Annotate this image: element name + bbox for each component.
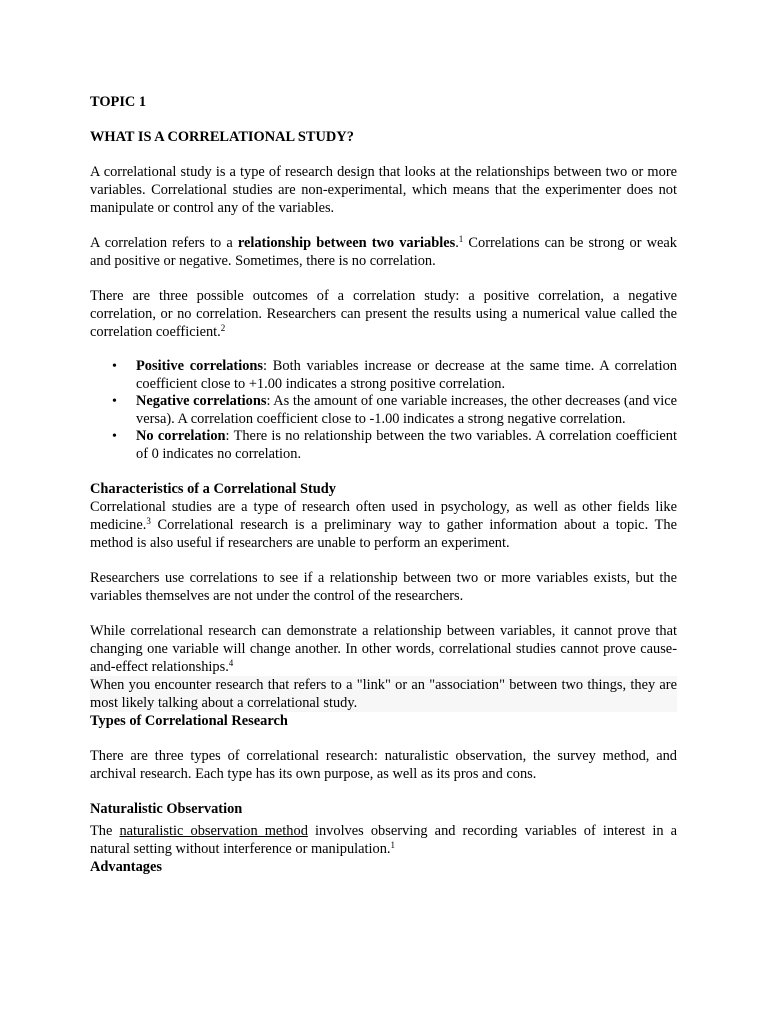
intro-paragraph: A correlational study is a type of research design that looks at the relationships between two or more variables. Correlational studies are non-experimental, which means that the experimenter does not manipulate or control any of the variables.	[90, 164, 677, 216]
footnote-ref[interactable]: 4	[228, 658, 234, 668]
topic-label: TOPIC 1	[90, 94, 147, 110]
naturalistic-heading: Naturalistic Observation	[90, 801, 243, 817]
footnote-ref[interactable]: 3	[146, 516, 151, 526]
characteristics-paragraph-2: Researchers use correlations to see if a relationship between two or more variables exists, but the variables themselves are not under the control of the researchers.	[90, 570, 677, 604]
outcomes-paragraph: There are three possible outcomes of a correlation study: a positive correlation, a negative correlation, or no correlation. Researchers can present the results using a numerical value called the correlation coefficient.$^2$	[90, 288, 677, 340]
bullet-icon: •	[112, 429, 117, 444]
naturalistic-paragraph: The naturalistic observation method involves observing and recording variables of interest in a natural setting without interference or manipulation.$^1$	[90, 823, 677, 857]
footnote-ref[interactable]: 1	[390, 840, 396, 850]
bullet-icon: •	[112, 394, 117, 409]
list-item: • Positive correlations: Both variables increase or decrease at the same time. A correlation coefficient close to +1.00 indicates a strong positive correlation.	[112, 358, 677, 392]
characteristics-paragraph-4: When you encounter research that refers to a "link" or an "association" between two things, they are most likely talking about a correlational study.	[90, 677, 677, 711]
correlation-types-list	[90, 358, 677, 463]
relationship-term: relationship between two variables	[237, 235, 456, 251]
footnote-ref[interactable]: 1	[458, 234, 464, 244]
advantages-heading: Advantages	[90, 859, 162, 875]
bullet-icon: •	[112, 359, 117, 374]
page-title: WHAT IS A CORRELATIONAL STUDY?	[90, 129, 354, 145]
footnote-ref[interactable]: 2	[220, 323, 226, 333]
types-paragraph: There are three types of correlational research: naturalistic observation, the survey method, and archival research. Each type has its own purpose, as well as its pros and cons.	[90, 748, 677, 782]
characteristics-heading: Characteristics of a Correlational Study	[90, 481, 336, 497]
characteristics-paragraph-3: While correlational research can demonstrate a relationship between variables, it cannot prove that changing one variable will change another. In other words, correlational studies cannot prove cause-and-effect relationships.$^4$	[90, 623, 677, 675]
naturalistic-observation-link[interactable]: naturalistic observation method	[119, 823, 308, 839]
correlation-definition-paragraph: A correlation refers to a relationship between two variables.$^1$ Correlations can be strong or weak and positive or negative. Sometimes, there is no correlation.	[90, 234, 678, 269]
list-item: • No correlation: There is no relationship between the two variables. A correlation coefficient of 0 indicates no correlation.	[112, 428, 677, 462]
characteristics-paragraph-1: Correlational studies are a type of research often used in psychology, as well as other fields like medicine.$^3$ Correlational research is a preliminary way to gather information about a topic. The method is also useful if researchers are unable to perform an experiment.	[90, 499, 677, 551]
types-heading: Types of Correlational Research	[90, 713, 288, 729]
list-item: • Negative correlations: As the amount of one variable increases, the other decreases (and vice versa). A correlation coefficient close to -1.00 indicates a strong negative correlation.	[112, 393, 677, 427]
document-page	[90, 93, 677, 876]
